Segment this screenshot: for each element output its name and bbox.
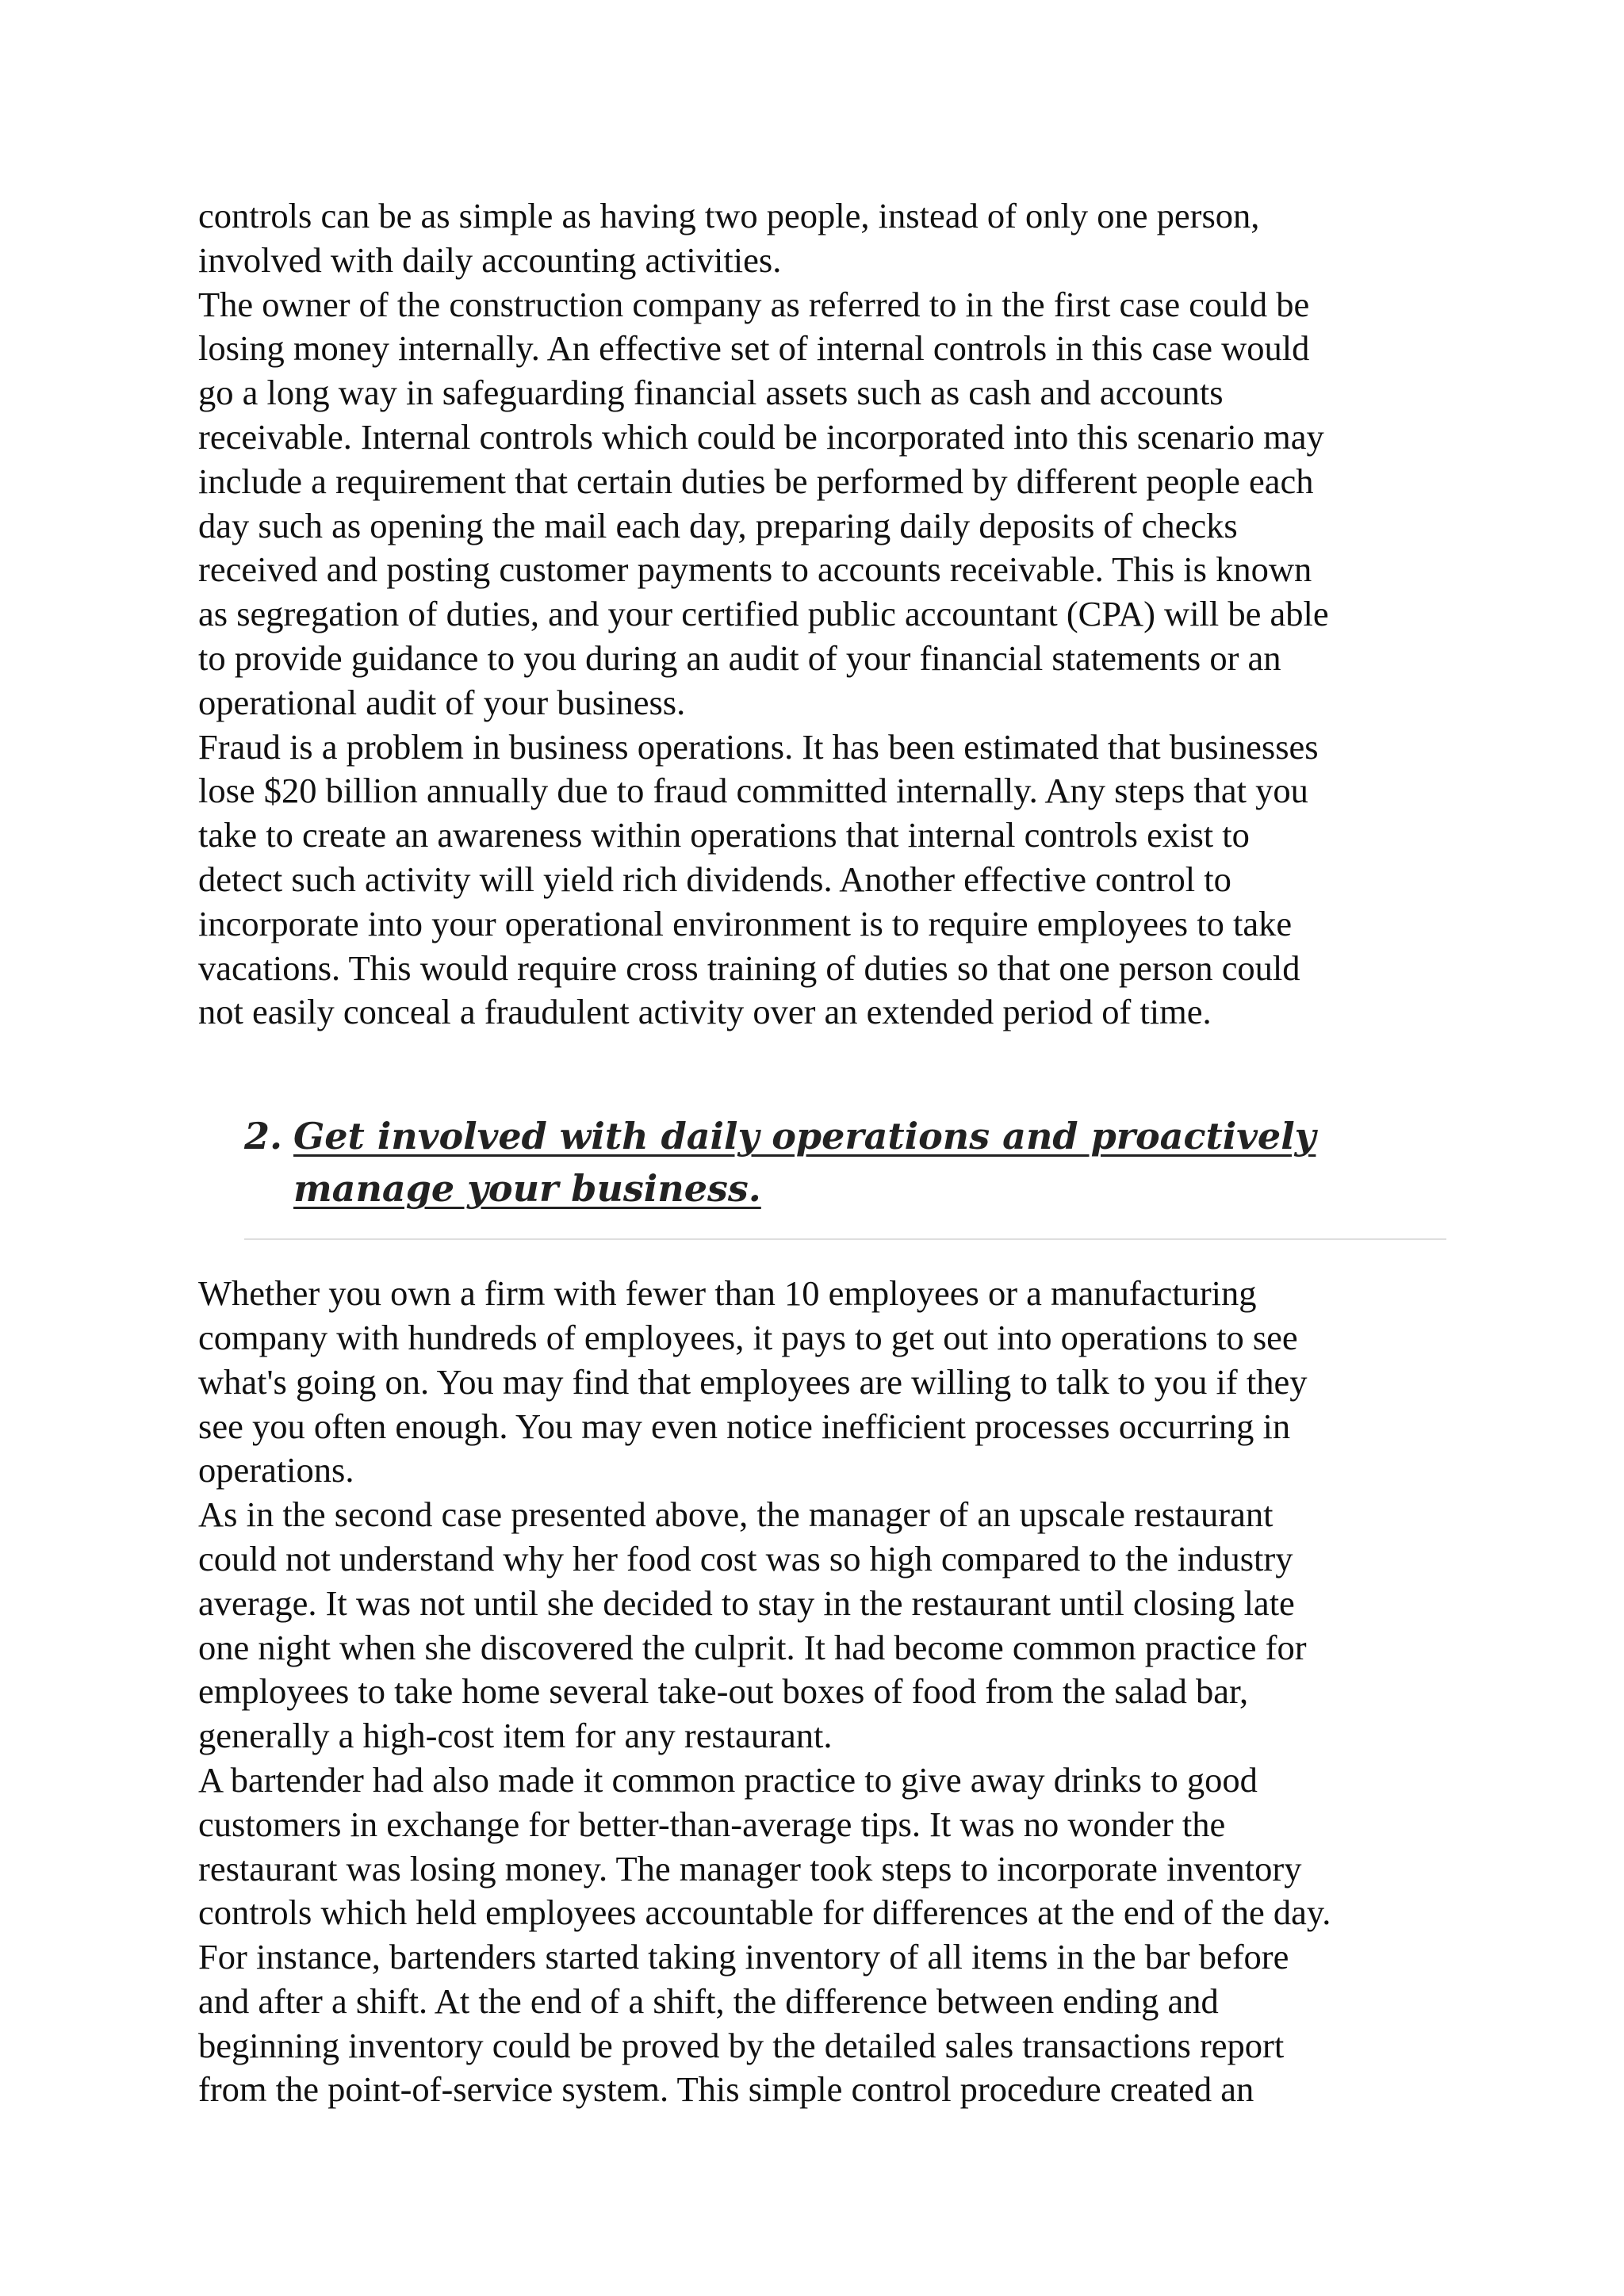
paragraph-get-into-operations: Whether you own a firm with fewer than 10 employees or a manufacturing company with hundreds of employees, it pays to get out into operations to see what's going on. You may find that employees are willing to talk to you if they see you often enough. You may even notice inefficient processes occurring in operations. [198, 1273, 1308, 1490]
section-heading-number: 2. [244, 1115, 283, 1158]
paragraph-restaurant-manager: As in the second case presented above, the manager of an upscale restaurant could not understand why her food cost was so high compared to the industry average. It was not until she decided to stay in the restaurant until closing late one night when she discovered the culprit. It had become common practice for employees to take home several take-out boxes of food from the salad bar, generally a high-cost item for any restaurant. [198, 1494, 1307, 1756]
section-heading-block [244, 1110, 1446, 1240]
paragraph-construction-company: The owner of the construction company as referred to in the first case could be losing money internally. An effective set of internal controls in this case would go a long way in safeguarding financial assets such as cash and accounts receivable. Internal controls which could be incorporated into this scenario may include a requirement that certain duties be performed by different people each day such as opening the mail each day, preparing daily deposits of checks received and posting customer payments to accounts receivable. This is known as segregation of duties, and your certified public accountant (CPA) will be able to provide guidance to you during an audit of your financial statements or an operational audit of your business. [198, 284, 1329, 722]
section-heading [244, 1110, 1446, 1215]
paragraph-controls-intro: controls can be as simple as having two people, instead of only one person, involved with daily accounting activities. [198, 196, 1260, 280]
section-body [198, 1272, 1451, 2112]
paragraph-bartender: A bartender had also made it common practice to give away drinks to good customers in exchange for better-than-average tips. It was no wonder the restaurant was losing money. The manager took steps to incorporate inventory controls which held employees accountable for differences at the end of the day. For instance, bartenders started taking inventory of all items in the bar before and after a shift. At the end of a shift, the difference between ending and beginning inventory could be proved by the detailed sales transactions report from the point-of-service system. This simple control procedure created an [198, 1759, 1331, 2110]
document-page [198, 194, 1451, 2112]
paragraph-fraud: Fraud is a problem in business operations. It has been estimated that businesses lose $20 billion annually due to fraud committed internally. Any steps that you take to create an awareness within operations that internal controls exist to detect such activity will yield rich dividends. Another effective control to incorporate into your operational environment is to require employees to take vacations. This would require cross training of duties so that one person could not easily conceal a fraudulent activity over an extended period of time. [198, 726, 1319, 1032]
section-heading-text: Get involved with daily operations and proactively manage your business. [293, 1115, 1316, 1211]
